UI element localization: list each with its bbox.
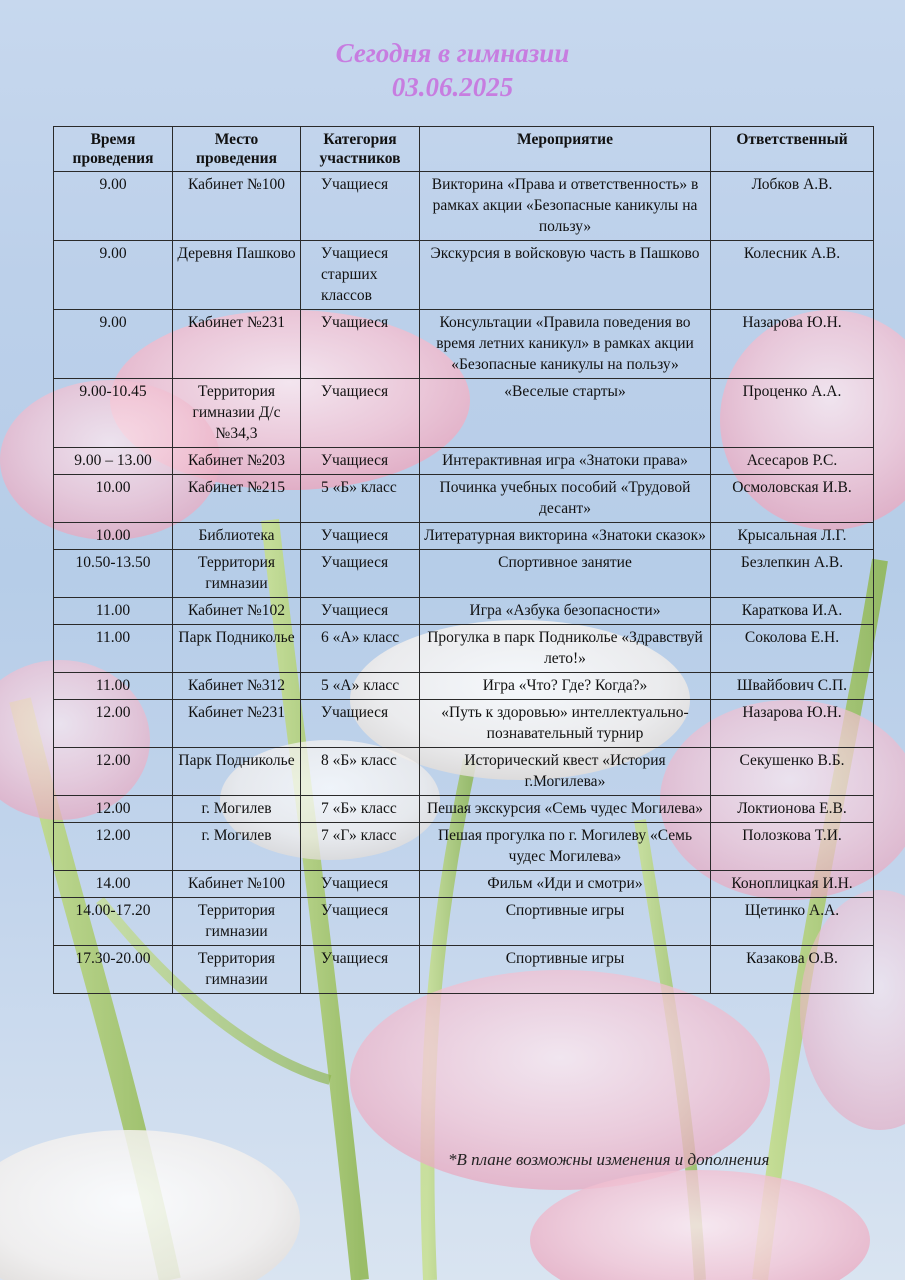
table-row <box>54 550 874 598</box>
cell-place: Кабинет №312 <box>173 673 301 700</box>
cell-time: 9.00-10.45 <box>54 379 173 448</box>
cell-category: 7 «Б» класс <box>301 796 420 823</box>
cell-place: Территория гимназии <box>173 550 301 598</box>
cell-place: г. Могилев <box>173 796 301 823</box>
table-row <box>54 379 874 448</box>
cell-event: Викторина «Права и ответственность» в рамках акции «Безопасные каникулы на пользу» <box>420 172 711 241</box>
table-row <box>54 172 874 241</box>
cell-responsible: Караткова И.А. <box>711 598 874 625</box>
table-row <box>54 796 874 823</box>
schedule-table <box>53 126 874 994</box>
cell-event: Прогулка в парк Подниколье «Здравствуй лето!» <box>420 625 711 673</box>
cell-time: 10.50-13.50 <box>54 550 173 598</box>
table-row <box>54 241 874 310</box>
cell-category: Учащиеся <box>301 946 420 994</box>
cell-place: Кабинет №231 <box>173 700 301 748</box>
header-responsible: Ответственный <box>711 127 874 172</box>
table-row <box>54 625 874 673</box>
cell-responsible: Секушенко В.Б. <box>711 748 874 796</box>
cell-place: Кабинет №215 <box>173 475 301 523</box>
cell-responsible: Безлепкин А.В. <box>711 550 874 598</box>
cell-place: Библиотека <box>173 523 301 550</box>
cell-event: Спортивное занятие <box>420 550 711 598</box>
cell-category: Учащиеся <box>301 898 420 946</box>
cell-event: Пешая прогулка по г. Могилеву «Семь чудес Могилева» <box>420 823 711 871</box>
cell-event: Литературная викторина «Знатоки сказок» <box>420 523 711 550</box>
cell-place: Территория гимназии <box>173 898 301 946</box>
cell-time: 12.00 <box>54 796 173 823</box>
cell-event: Исторический квест «История г.Могилева» <box>420 748 711 796</box>
cell-category: Учащиеся <box>301 598 420 625</box>
cell-place: г. Могилев <box>173 823 301 871</box>
table-row <box>54 475 874 523</box>
cell-time: 14.00-17.20 <box>54 898 173 946</box>
cell-time: 11.00 <box>54 673 173 700</box>
cell-time: 12.00 <box>54 748 173 796</box>
cell-category: Учащиеся <box>301 523 420 550</box>
cell-responsible: Крысальная Л.Г. <box>711 523 874 550</box>
page-title: Сегодня в гимназии <box>335 38 570 68</box>
cell-event: Спортивные игры <box>420 946 711 994</box>
cell-category: 8 «Б» класс <box>301 748 420 796</box>
cell-responsible: Колесник А.В. <box>711 241 874 310</box>
cell-responsible: Казакова О.В. <box>711 946 874 994</box>
table-header-row <box>54 127 874 172</box>
cell-responsible: Проценко А.А. <box>711 379 874 448</box>
cell-time: 14.00 <box>54 871 173 898</box>
cell-time: 12.00 <box>54 700 173 748</box>
cell-place: Парк Подниколье <box>173 625 301 673</box>
cell-responsible: Коноплицкая И.Н. <box>711 871 874 898</box>
cell-responsible: Лобков А.В. <box>711 172 874 241</box>
header-place: Место проведения <box>173 127 301 172</box>
cell-place: Парк Подниколье <box>173 748 301 796</box>
cell-place: Деревня Пашково <box>173 241 301 310</box>
cell-responsible: Соколова Е.Н. <box>711 625 874 673</box>
cell-responsible: Швайбович С.П. <box>711 673 874 700</box>
cell-category: Учащиеся <box>301 379 420 448</box>
cell-time: 12.00 <box>54 823 173 871</box>
cell-responsible: Осмоловская И.В. <box>711 475 874 523</box>
cell-category: Учащиеся <box>301 871 420 898</box>
cell-time: 10.00 <box>54 475 173 523</box>
table-row <box>54 310 874 379</box>
cell-event: Экскурсия в войсковую часть в Пашково <box>420 241 711 310</box>
cell-time: 9.00 <box>54 172 173 241</box>
cell-responsible: Асесаров Р.С. <box>711 448 874 475</box>
cell-event: Спортивные игры <box>420 898 711 946</box>
header-event: Мероприятие <box>420 127 711 172</box>
cell-time: 10.00 <box>54 523 173 550</box>
cell-responsible: Назарова Ю.Н. <box>711 700 874 748</box>
cell-event: Фильм «Иди и смотри» <box>420 871 711 898</box>
cell-event: «Веселые старты» <box>420 379 711 448</box>
cell-category: Учащиеся старших классов <box>301 241 420 310</box>
cell-responsible: Полозкова Т.И. <box>711 823 874 871</box>
cell-category: 5 «Б» класс <box>301 475 420 523</box>
cell-event: Починка учебных пособий «Трудовой десант» <box>420 475 711 523</box>
cell-event: Консультации «Правила поведения во время летних каникул» в рамках акции «Безопасные каникулы на пользу» <box>420 310 711 379</box>
table-row <box>54 598 874 625</box>
table-row <box>54 748 874 796</box>
cell-place: Кабинет №203 <box>173 448 301 475</box>
footnote: *В плане возможны изменения и дополнения <box>448 1150 770 1169</box>
cell-place: Кабинет №102 <box>173 598 301 625</box>
cell-event: Интерактивная игра «Знатоки права» <box>420 448 711 475</box>
cell-time: 11.00 <box>54 625 173 673</box>
table-row <box>54 946 874 994</box>
cell-category: Учащиеся <box>301 310 420 379</box>
cell-event: Игра «Что? Где? Когда?» <box>420 673 711 700</box>
cell-place: Кабинет №231 <box>173 310 301 379</box>
table-row <box>54 823 874 871</box>
cell-responsible: Локтионова Е.В. <box>711 796 874 823</box>
cell-category: Учащиеся <box>301 172 420 241</box>
cell-time: 17.30-20.00 <box>54 946 173 994</box>
table-row <box>54 871 874 898</box>
cell-time: 9.00 – 13.00 <box>54 448 173 475</box>
cell-category: 6 «А» класс <box>301 625 420 673</box>
cell-category: Учащиеся <box>301 448 420 475</box>
table-row <box>54 523 874 550</box>
cell-responsible: Щетинко А.А. <box>711 898 874 946</box>
cell-place: Кабинет №100 <box>173 871 301 898</box>
table-row <box>54 700 874 748</box>
cell-event: «Путь к здоровью» интеллектуально-познавательный турнир <box>420 700 711 748</box>
table-row <box>54 673 874 700</box>
cell-time: 9.00 <box>54 241 173 310</box>
cell-place: Кабинет №100 <box>173 172 301 241</box>
header-time: Время проведения <box>54 127 173 172</box>
header-category: Категория участников <box>301 127 420 172</box>
cell-event: Игра «Азбука безопасности» <box>420 598 711 625</box>
cell-category: 7 «Г» класс <box>301 823 420 871</box>
cell-event: Пешая экскурсия «Семь чудес Могилева» <box>420 796 711 823</box>
cell-time: 9.00 <box>54 310 173 379</box>
page-date: 03.06.2025 <box>391 72 514 102</box>
cell-category: Учащиеся <box>301 550 420 598</box>
table-row <box>54 448 874 475</box>
cell-category: Учащиеся <box>301 700 420 748</box>
cell-place: Территория гимназии Д/с №34,3 <box>173 379 301 448</box>
table-row <box>54 898 874 946</box>
cell-time: 11.00 <box>54 598 173 625</box>
cell-responsible: Назарова Ю.Н. <box>711 310 874 379</box>
cell-place: Территория гимназии <box>173 946 301 994</box>
cell-category: 5 «А» класс <box>301 673 420 700</box>
